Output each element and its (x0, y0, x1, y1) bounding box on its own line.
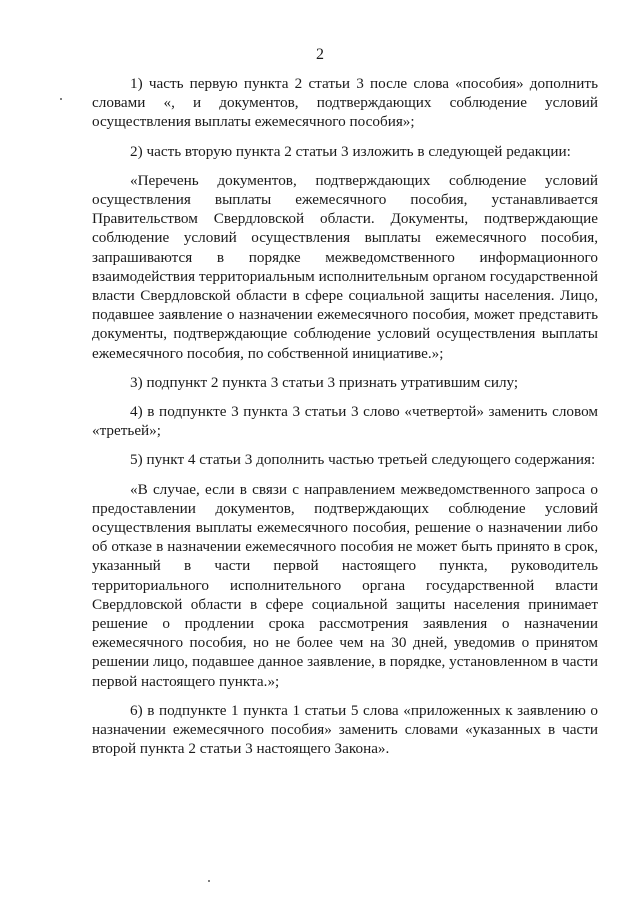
scan-speck (208, 880, 210, 882)
scan-speck (60, 98, 62, 100)
document-body (92, 74, 598, 769)
paragraph-4: 3) подпункт 2 пункта 3 статьи 3 признать утратившим силу; (130, 373, 519, 391)
paragraph-6: 5) пункт 4 статьи 3 дополнить частью третьей следующего содержания: (130, 451, 596, 469)
paragraph-1: 1) часть первую пункта 2 статьи 3 после слова «пособия» дополнить словами «, и документов, подтверждающих соблюдение условий осуществления выплаты ежемесячного пособия»; (92, 75, 598, 131)
paragraph-5: 4) в подпункте 3 пункта 3 статьи 3 слово «четвертой» заменить словом «третьей»; (92, 403, 598, 440)
page-number: 2 (316, 46, 324, 63)
paragraph-7: «В случае, если в связи с направлением межведомственного запроса о предоставлении документов, подтверждающих соблюдение условий осуществления выплаты ежемесячного пособия, решение о назначении либо об отказе в назначении ежемесячного пособия не может быть принято в срок, указанный в части первой настоящего пункта, руководитель территориального исполнительного органа государственной власти Свердловской области в сфере социальной защиты населения принимает решение о продлении срока рассмотрения заявления о назначении ежемесячного пособия, но не более чем на 30 дней, уведомив о принятом решении лицо, подавшее данное заявление, в порядке, установленном в части первой настоящего пункта.»; (92, 480, 598, 690)
paragraph-3: «Перечень документов, подтверждающих соблюдение условий осуществления выплаты ежемесячного пособия, устанавливается Правительством Свердловской области. Документы, подтверждающие соблюдение условий осуществления выплаты ежемесячного пособия, запрашиваются в порядке межведомственного информационного взаимодействия территориальным исполнительным органом государственной власти Свердловской области в сфере социальной защиты населения. Лицо, подавшее заявление о назначении ежемесячного пособия, может представить документы, подтверждающие соблюдение условий осуществления выплаты ежемесячного пособия, по собственной инициативе.»; (92, 171, 598, 362)
paragraph-8: 6) в подпункте 1 пункта 1 статьи 5 слова «приложенных к заявлению о назначении ежемесячного пособия» заменить словами «указанных в части второй пункта 2 статьи 3 настоящего Закона». (92, 701, 598, 758)
paragraph-2: 2) часть вторую пункта 2 статьи 3 изложить в следующей редакции: (130, 142, 571, 160)
